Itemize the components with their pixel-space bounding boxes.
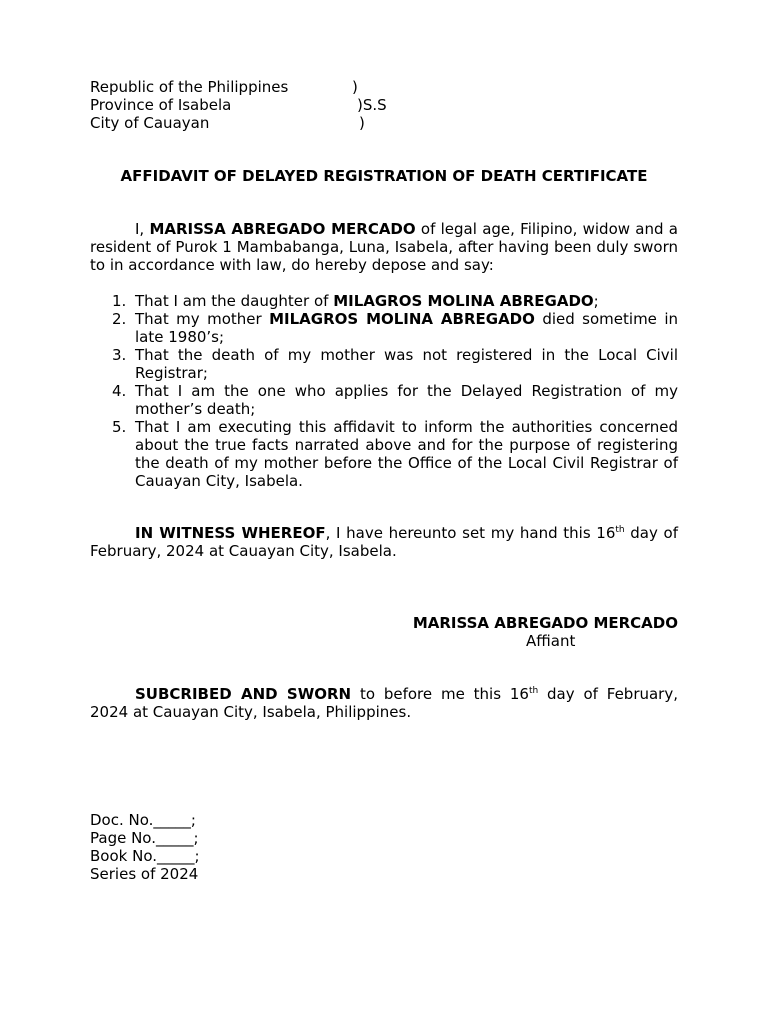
witness-heading: IN WITNESS WHEREOF — [135, 524, 326, 542]
signature-block — [90, 614, 678, 650]
caption-line-province — [90, 96, 410, 114]
intro-lead: I, — [135, 220, 150, 238]
caption-mark: ) — [359, 114, 365, 132]
signatory-name: MARISSA ABREGADO MERCADO — [412, 614, 678, 632]
depositions-list — [90, 292, 678, 490]
list-item: 3. That the death of my mother was not registered in the Local Civil Registrar; — [112, 346, 678, 382]
caption-mark: )S.S — [357, 96, 387, 114]
intro-rest: of legal age, Filipino, widow and a resident of Purok 1 Mambabanga, Luna, Isabela, after having been duly sworn to in accordance with law, do hereby depose and say: — [90, 220, 678, 274]
caption-mark: ) — [352, 78, 358, 96]
venue-caption — [90, 78, 410, 132]
caption-text: Republic of the Philippines — [90, 78, 289, 96]
caption-text: Province of Isabela — [90, 96, 232, 114]
series-year: Series of 2024 — [90, 865, 199, 883]
signatory-role: Affiant — [526, 632, 576, 650]
list-item: 5. That I am executing this affidavit to inform the authorities concerned about the true facts narrated above and for the purpose of registering the death of my mother before the Office of the Local Civil Registrar of Cauayan City, Isabela. — [112, 418, 678, 490]
caption-line-republic — [90, 78, 410, 96]
list-item: 4. That I am the one who applies for the Delayed Registration of my mother’s death; — [112, 382, 678, 418]
notarial-register — [90, 811, 200, 883]
intro-paragraph — [90, 220, 678, 274]
doc-number: Doc. No._____; — [90, 811, 196, 829]
book-number: Book No._____; — [90, 847, 200, 865]
jurat-paragraph: SUBCRIBED AND SWORN to before me this 16th day of February, 2024 at Cauayan City, Isabela, Philippines. — [90, 685, 678, 721]
caption-line-city — [90, 114, 410, 132]
list-item: 2. That my mother MILAGROS MOLINA ABREGADO died sometime in late 1980’s; — [112, 310, 679, 346]
witness-paragraph: IN WITNESS WHEREOF, I have hereunto set my hand this 16th day of February, 2024 at Cauayan City, Isabela. — [90, 524, 678, 560]
document-title: AFFIDAVIT OF DELAYED REGISTRATION OF DEATH CERTIFICATE — [120, 167, 648, 185]
page-number: Page No._____; — [90, 829, 199, 847]
list-item: 1. That I am the daughter of MILAGROS MOLINA ABREGADO; — [112, 292, 599, 310]
jurat-heading: SUBCRIBED AND SWORN — [135, 685, 352, 703]
affiant-name: MARISSA ABREGADO MERCADO — [149, 220, 416, 238]
caption-text: City of Cauayan — [90, 114, 210, 132]
